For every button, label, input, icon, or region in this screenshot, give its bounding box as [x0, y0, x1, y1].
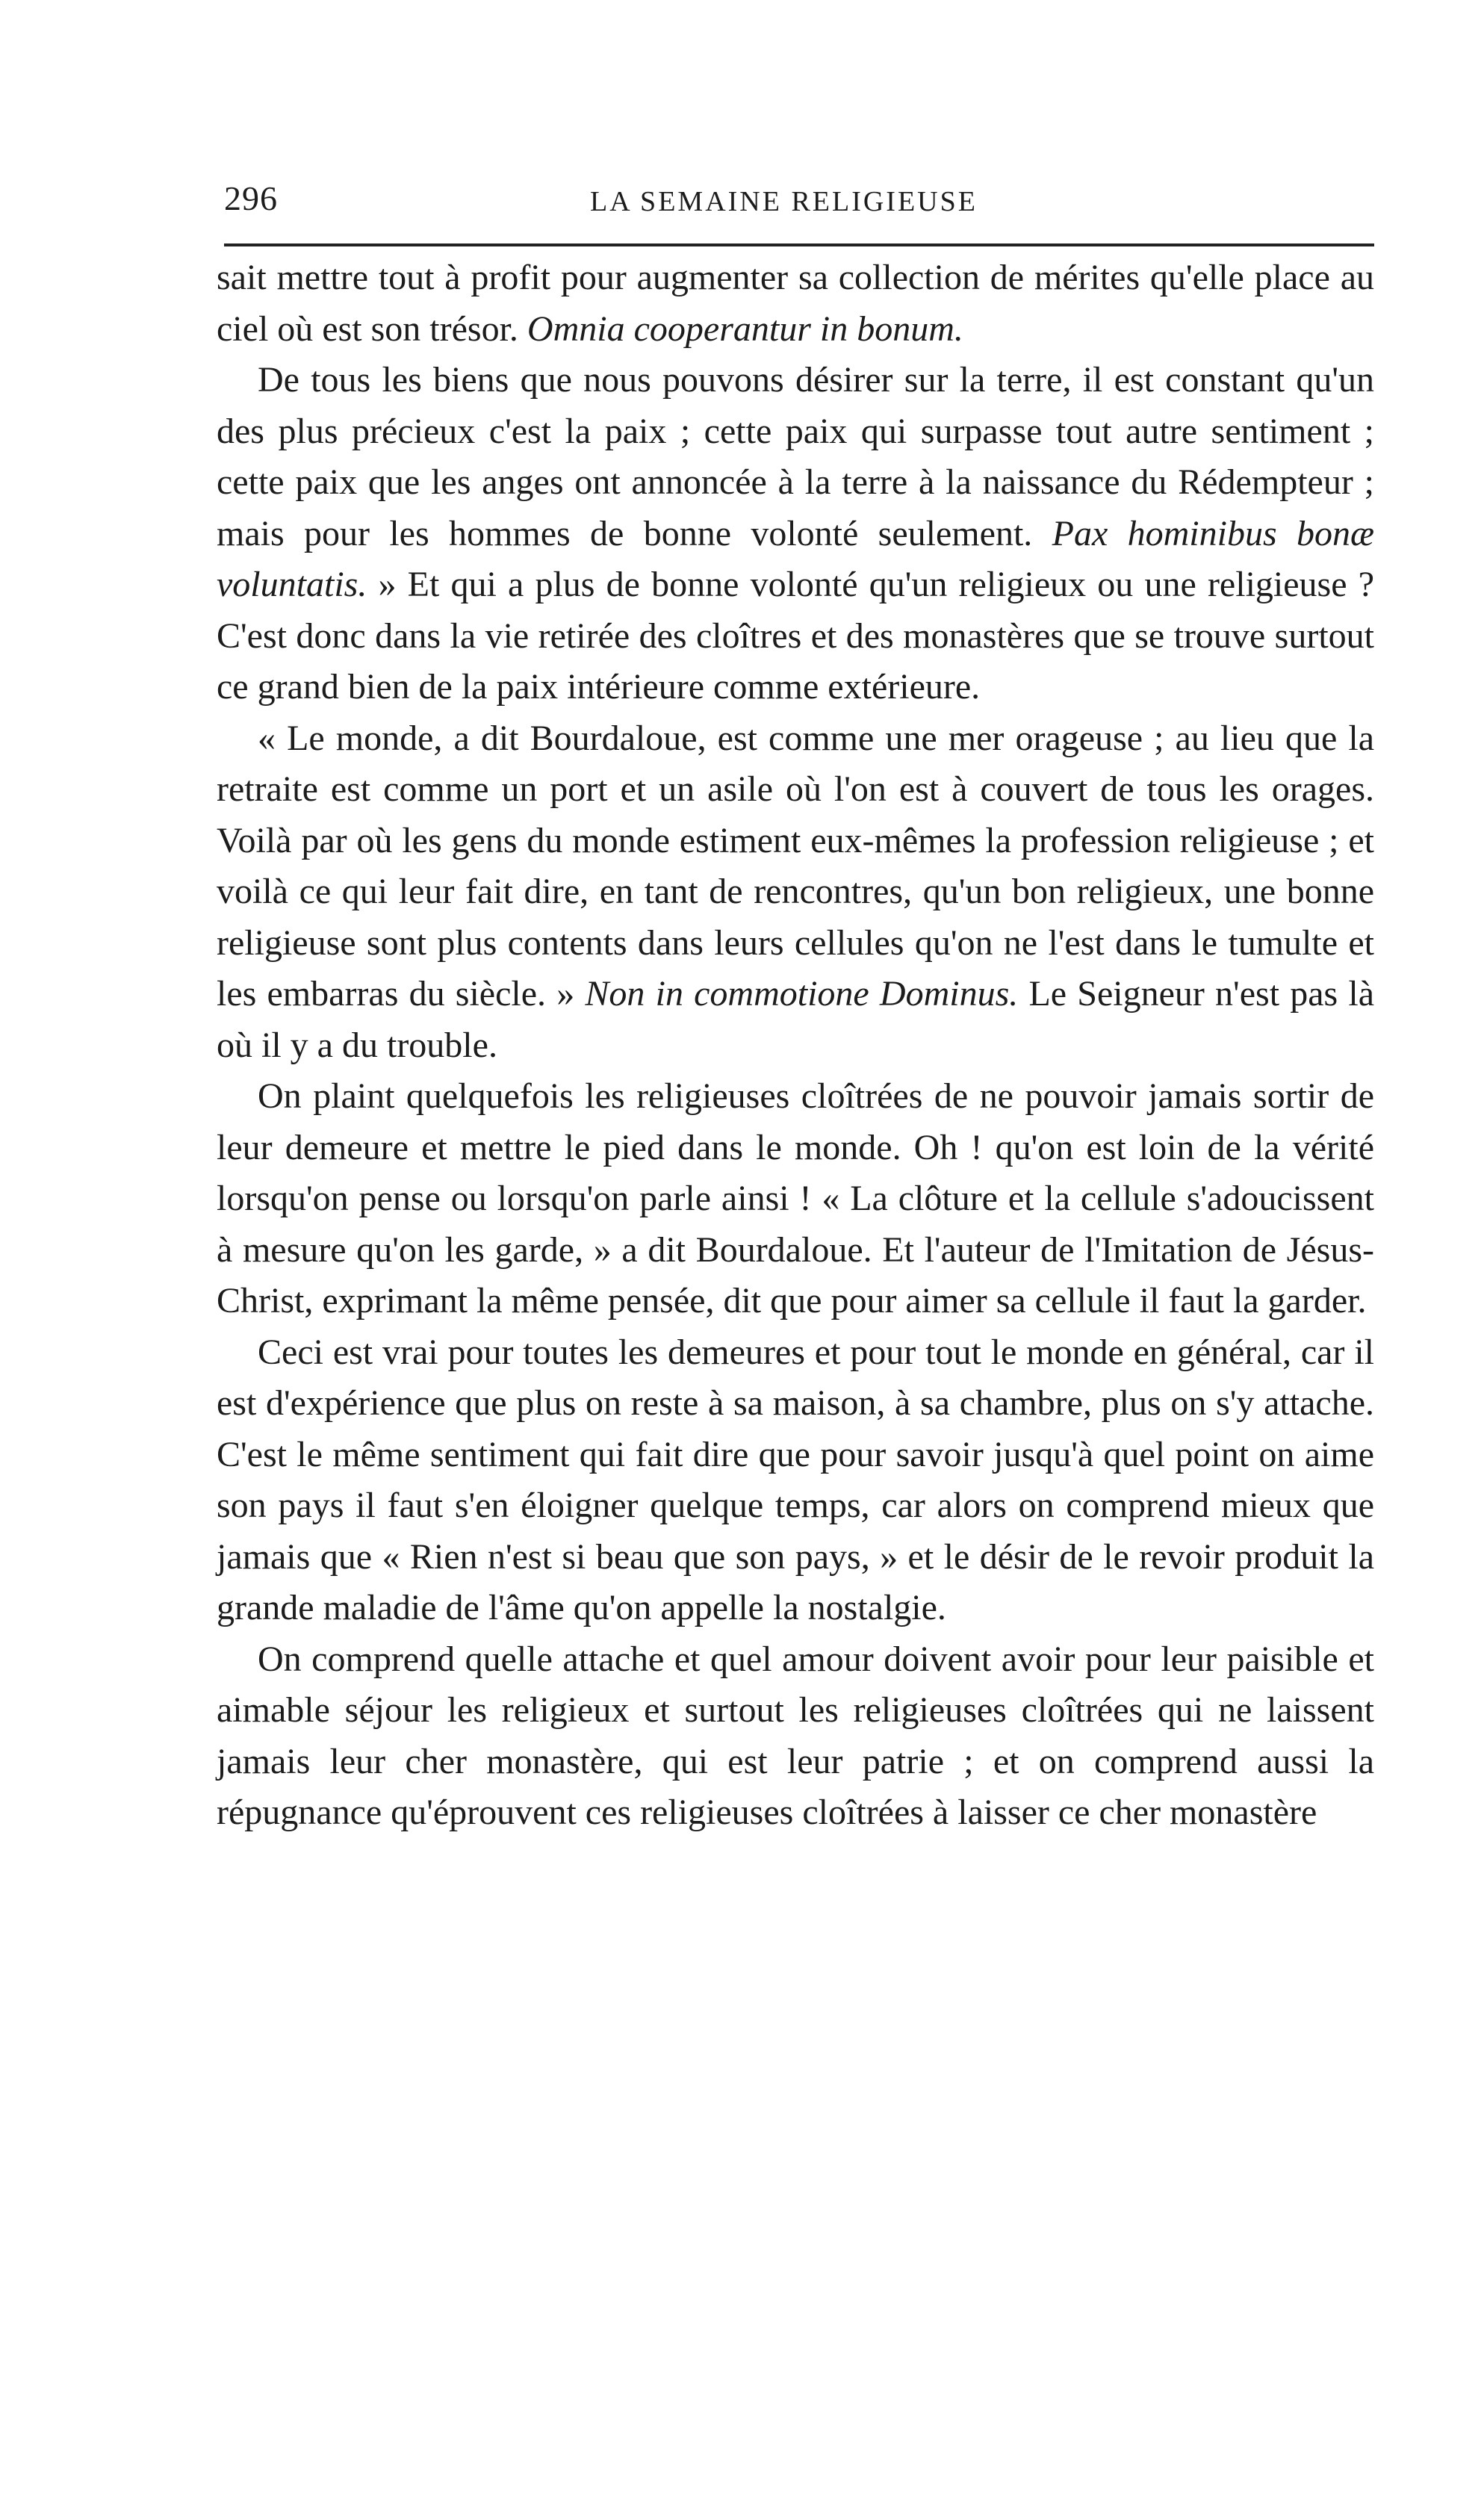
- paragraph-5: [217, 1327, 1374, 1634]
- paragraph-1: [217, 252, 1374, 355]
- paragraph-6: [217, 1634, 1374, 1839]
- paragraph-3: [217, 713, 1374, 1072]
- paragraph-1-text: sait mettre tout à profit pour augmenter sa collection de mérites qu'elle place au ciel où est son trésor.: [217, 258, 1374, 349]
- latin-quote-non-in-commotione: Non in commotione Dominus.: [585, 974, 1019, 1014]
- latin-quote-pax: Pax hominibus bonæ voluntatis.: [217, 513, 1375, 604]
- paragraph-5-text: Ceci est vrai pour toutes les demeures et pour tout le monde en général, car il est d'expérience que plus on reste à sa maison, à sa chambre, plus on s'y attache. C'est le même sentiment qui fait dire que pour savoir jusqu'à quel point on aime son pays il faut s'en éloigner quelque temps, car alors on comprend mieux que jamais que « Rien n'est si beau que son pays, » et le désir de le revoir produit la grande maladie de l'âme qu'on appelle la nostalgie.: [217, 1332, 1374, 1627]
- paragraph-4: [217, 1071, 1374, 1327]
- paragraph-2-text-after: » Et qui a plus de bonne volonté qu'un religieux ou une religieuse ? C'est donc dans la vie retirée des cloîtres et des monastères que se trouve surtout ce grand bien de la paix intérieure comme extérieure.: [217, 565, 1374, 707]
- paragraph-3-text: « Le monde, a dit Bourdaloue, est comme une mer orageuse ; au lieu que la retraite est comme un port et un asile où l'on est à couvert de tous les orages. Voilà par où les gens du monde estiment eux-mêmes la profession religieuse ; et voilà ce qui leur fait dire, en tant de rencontres, qu'un bon religieux, une bonne religieuse sont plus contents dans leurs cellules qu'on ne l'est dans le tumulte et les embarras du siècle. »: [217, 718, 1374, 1014]
- body-text: [217, 252, 1374, 1839]
- header-rule: [224, 243, 1374, 246]
- paragraph-6-text: On comprend quelle attache et quel amour doivent avoir pour leur paisible et aimable séjour les religieux et surtout les religieuses cloîtrées qui ne laissent jamais leur cher monastère, qui est leur patrie ; et on comprend aussi la répugnance qu'éprouvent ces religieuses cloîtrées à laisser ce cher monastère: [217, 1639, 1374, 1832]
- page-number: 296: [224, 179, 278, 217]
- running-head: LA SEMAINE RELIGIEUSE: [590, 186, 978, 217]
- paragraph-2-text: De tous les biens que nous pouvons désirer sur la terre, il est constant qu'un des plus précieux c'est la paix ; cette paix qui surpasse tout autre sentiment ; cette paix que les anges ont annoncée à la terre à la naissance du Rédempteur ; mais pour les hommes de bonne volonté seulement.: [217, 360, 1374, 553]
- latin-quote-omnia: Omnia cooperantur in bonum.: [527, 308, 963, 349]
- paragraph-2: [217, 355, 1374, 713]
- paragraph-3-text-after: Le Seigneur n'est pas là où il y a du trouble.: [217, 974, 1375, 1065]
- page-header: [224, 176, 1374, 229]
- paragraph-4-text: On plaint quelquefois les religieuses cloîtrées de ne pouvoir jamais sortir de leur demeure et mettre le pied dans le monde. Oh ! qu'on est loin de la vérité lorsqu'on pense ou lorsqu'on parle ainsi ! « La clôture et la cellule s'adoucissent à mesure qu'on les garde, » a dit Bourdaloue. Et l'auteur de l'Imitation de Jésus-Christ, exprimant la même pensée, dit que pour aimer sa cellule il faut la garder.: [217, 1076, 1374, 1320]
